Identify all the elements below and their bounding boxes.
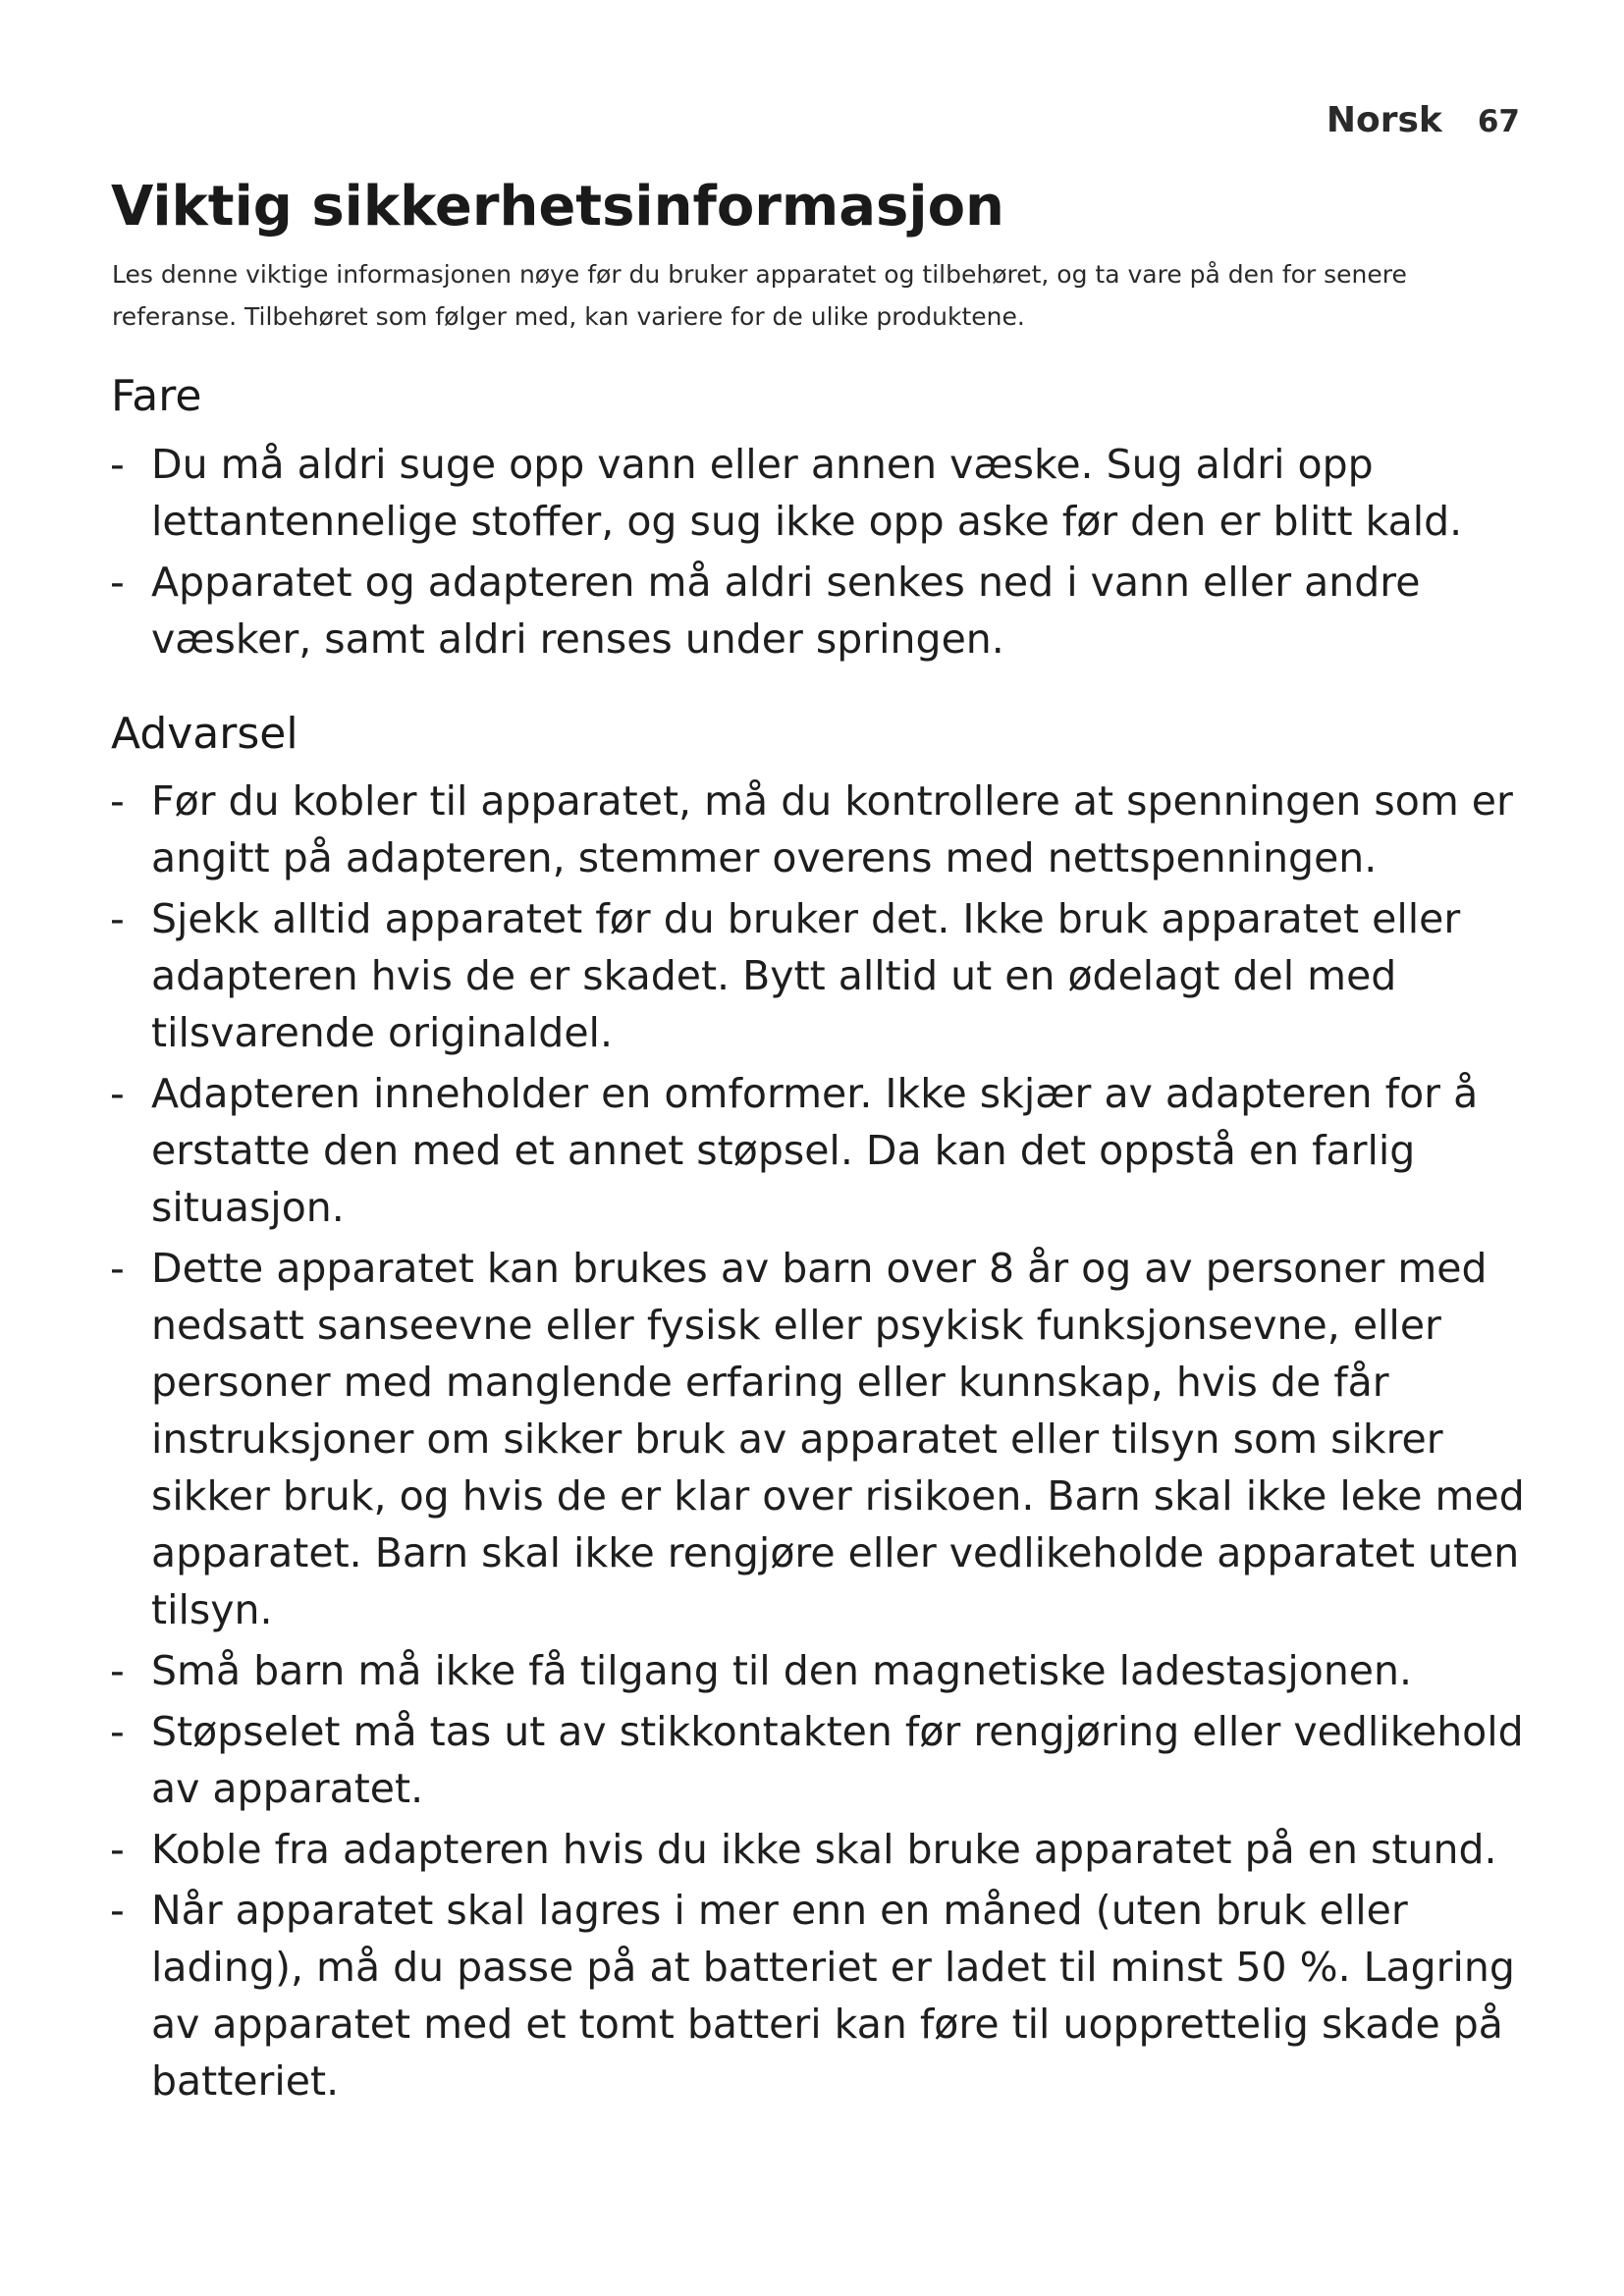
bullet-dash: - [110, 1647, 125, 1694]
bullet-dash: - [110, 1887, 125, 1934]
list-item-text: Koble fra adapteren hvis du ikke skal bruke apparatet på en stund. [151, 1826, 1497, 1873]
list-item [0, 1065, 1624, 1236]
list-item [0, 1821, 1624, 1878]
bullet-dash: - [110, 1708, 125, 1755]
list-item [0, 773, 1624, 886]
bullet-dash: - [110, 441, 125, 488]
list-item [0, 436, 1624, 550]
page-title: Viktig sikkerhetsinformasjon [111, 175, 1004, 239]
list-item-text: Dette apparatet kan brukes av barn over 8 år og av personer med nedsatt sanseevne eller fysisk eller psykisk funksjonsevne, eller personer med manglende erfaring eller kunnskap, hvis de får instruksjoner om sikker bruk av apparatet eller tilsyn som sikrer sikker bruk, og hvis de er klar over risikoen. Barn skal ikke leke med apparatet. Barn skal ikke rengjøre eller vedlikeholde apparatet uten tilsyn. [151, 1245, 1525, 1633]
section-heading-fare: Fare [111, 371, 202, 421]
header-language: Norsk [1326, 100, 1442, 140]
list-item [0, 1882, 1624, 2109]
list-item-text: Små barn må ikke få tilgang til den magnetiske ladestasjonen. [151, 1647, 1413, 1694]
list-item-text: Sjekk alltid apparatet før du bruker det. Ikke bruk apparatet eller adapteren hvis de er skadet. Bytt alltid ut en ødelagt del med tilsvarende originaldel. [151, 895, 1461, 1056]
list-item [0, 1642, 1624, 1699]
bullet-dash: - [110, 1245, 125, 1292]
intro-paragraph: Les denne viktige informasjonen nøye før du bruker apparatet og tilbehøret, og ta vare på den for senere referanse. Tilbehøret som følger med, kan variere for de ulike produktene. [112, 260, 1407, 331]
list-item [0, 554, 1624, 667]
bullet-dash: - [110, 1826, 125, 1873]
list-item [0, 1703, 1624, 1817]
bullet-dash: - [110, 1070, 125, 1117]
page-header [1326, 100, 1520, 140]
fare-list [0, 436, 1624, 671]
bullet-dash: - [110, 777, 125, 825]
list-item [0, 890, 1624, 1061]
list-item-text: Du må aldri suge opp vann eller annen væske. Sug aldri opp lettantennelige stoffer, og sug ikke opp aske før den er blitt kald. [151, 441, 1463, 545]
list-item-text: Før du kobler til apparatet, må du kontrollere at spenningen som er angitt på adapteren, stemmer overens med nettspenningen. [151, 777, 1513, 881]
bullet-dash: - [110, 559, 125, 606]
bullet-dash: - [110, 895, 125, 942]
list-item-text: Når apparatet skal lagres i mer enn en måned (uten bruk eller lading), må du passe på at batteriet er ladet til minst 50 %. Lagring av apparatet med et tomt batteri kan føre til uopprettelig skade på batteriet. [151, 1887, 1515, 2105]
list-item-text: Apparatet og adapteren må aldri senkes ned i vann eller andre væsker, samt aldri renses under springen. [151, 559, 1421, 663]
page-number: 67 [1477, 104, 1520, 139]
section-heading-advarsel: Advarsel [111, 709, 298, 759]
list-item-text: Støpselet må tas ut av stikkontakten før rengjøring eller vedlikehold av apparatet. [151, 1708, 1524, 1812]
advarsel-list [0, 773, 1624, 2113]
list-item-text: Adapteren inneholder en omformer. Ikke skjær av adapteren for å erstatte den med et annet støpsel. Da kan det oppstå en farlig situasjon. [151, 1070, 1479, 1231]
list-item [0, 1240, 1624, 1638]
